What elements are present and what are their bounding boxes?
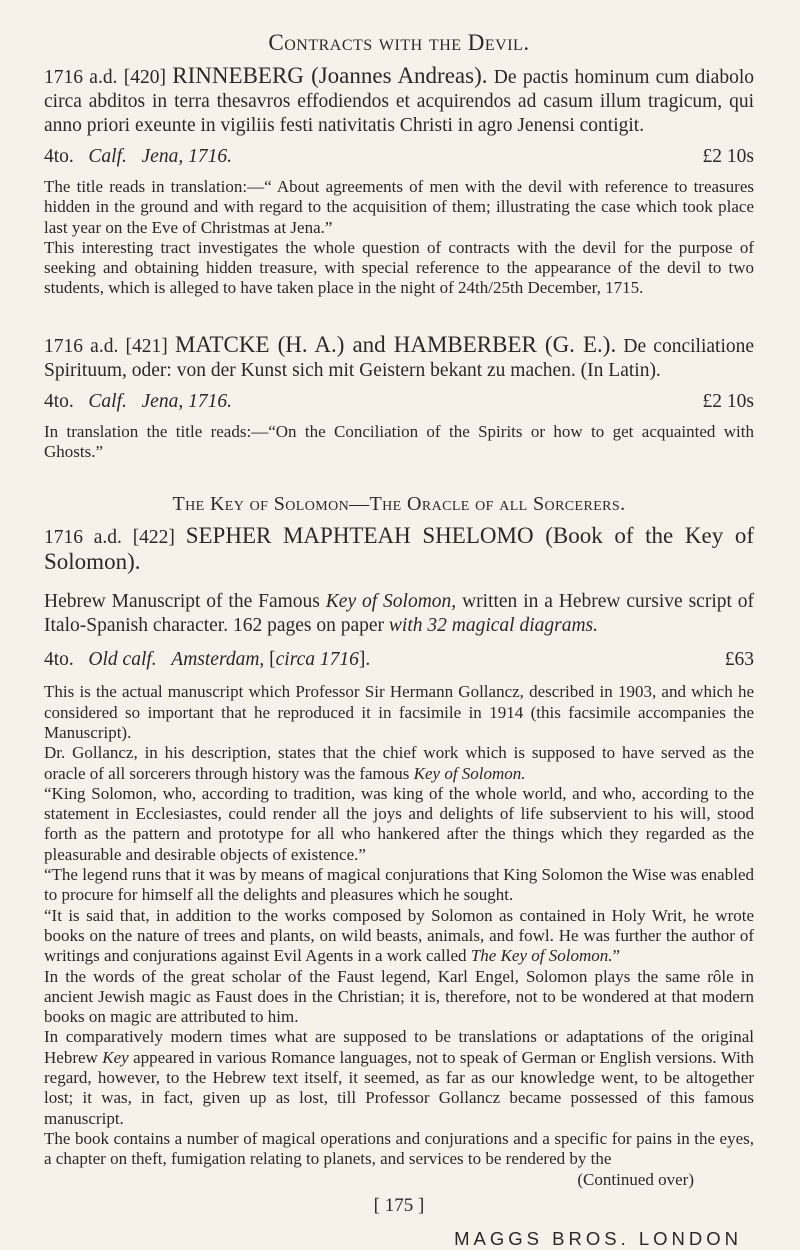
entry-paragraph: This is the actual manuscript which Professor Sir Hermann Gollancz, described in 1903, and which he considered so important that he reproduced it in facsimile in 1914 (this facsimile accompanies the Manuscript).: [44, 682, 754, 742]
entry-date: 1716 a.d.: [44, 527, 122, 549]
entry-author: MATCKE (H. A.) and HAMBERBER (G. E.).: [174, 331, 617, 357]
entry-format: 4to.: [44, 146, 74, 167]
circa-bracket-close: ].: [358, 649, 371, 671]
lot-number: [420]: [123, 67, 166, 88]
circa-bracket-open: [: [269, 649, 276, 671]
entry-paragraph: The book contains a number of magical operations and conjurations and a specific for pains in the eyes, a chapter on theft, fumigation relating to planets, and services to be rendered by the: [44, 1128, 754, 1169]
entry-place: Amsterdam,: [171, 649, 265, 671]
work-title: Key of Solomon.: [413, 763, 526, 783]
entry-paragraph: [44, 743, 754, 784]
work-title: Key of Solomon,: [325, 591, 457, 613]
page-number: [ 175 ]: [373, 1194, 425, 1216]
running-head: Contracts with the Devil.: [268, 30, 530, 55]
paragraph-text: In comparatively modern times what are supposed to be translations or adaptations of the original Hebrew: [44, 1027, 754, 1067]
entry-format: 4to.: [44, 390, 74, 412]
entry-date: 1716 a.d.: [44, 67, 118, 88]
entry-place-date: Jena, 1716.: [141, 146, 232, 167]
entry-title: De pactis hominum cum diabolo circa abditos in terra thesavros effodiendos et acquirendos ad casum illum tragicum, qui anno priori exeunte in vigiliis festi nativitatis Christi in agro Jenensi contigit.: [44, 67, 755, 136]
entry-422: [44, 524, 754, 1189]
work-title: The Key of Solomon.: [470, 946, 613, 966]
entry-paragraph: “The legend runs that it was by means of magical conjurations that King Solomon the Wise was enabled to procure for himself all the delights and pleasures which he sought.: [44, 865, 754, 905]
description-text: Hebrew Manuscript of the Famous: [44, 591, 320, 613]
entry-paragraph: In translation the title reads:—“On the Conciliation of the Spirits or how to get acquainted with Ghosts.”: [44, 421, 754, 462]
entry-meta: [44, 390, 754, 414]
entry-421: [44, 333, 754, 463]
entry-author: RINNEBERG (Joannes Andreas).: [172, 63, 488, 88]
entry-binding: Calf.: [88, 390, 127, 412]
paragraph-text: “It is said that, in addition to the works composed by Solomon as contained in Holy Writ, he wrote books on the nature of trees and plants, on wild beasts, animals, and fowl. He was further the author of writings and conjurations against Evil Agents in a work called: [44, 905, 754, 966]
entry-meta: [44, 145, 754, 169]
entry-place-date: Jena, 1716.: [141, 390, 232, 412]
entry-paragraph: In the words of the great scholar of the Faust legend, Karl Engel, Solomon plays the same rôle in ancient Jewish magic as Faust does in the Christian; it is, therefore, not to be wondered at that modern books on magic are attributed to him.: [44, 966, 754, 1027]
entry-price: £63: [724, 649, 754, 671]
lot-number: [421]: [125, 335, 168, 357]
entry-heading: [44, 333, 754, 383]
entry-heading: [44, 524, 754, 576]
entry-420: [44, 64, 754, 299]
description-text: written in a Hebrew cursive script of Italo-Spanish character. 162 pages on paper: [44, 591, 755, 637]
entry-title: SEPHER MAPHTEAH SHELOMO (Book of the Key of Solomon).: [44, 523, 754, 575]
closing-quote: ”: [612, 946, 621, 966]
entry-circa: circa 1716: [275, 649, 359, 671]
work-title: Key: [102, 1047, 129, 1067]
entry-heading: [44, 64, 754, 138]
entry-description: [44, 590, 754, 638]
continued-note: (Continued over): [577, 1169, 694, 1189]
entry-price: £2 10s: [702, 390, 754, 412]
entry-meta: [44, 648, 754, 672]
publisher-imprint: MAGGS BROS. LONDON: [454, 1227, 742, 1249]
entry-format: 4to.: [44, 649, 74, 671]
entry-date: 1716 a.d.: [44, 335, 119, 357]
entry-paragraph: [44, 906, 754, 967]
paragraph-text: appeared in various Romance languages, not to speak of German or English versions. With regard, however, to the Hebrew text itself, it seemed, as far as our knowledge went, to be altogether lost; it was, in fact, given up as lost, till Professor Gollancz became possessed of this famous manuscript.: [44, 1047, 755, 1128]
entry-paragraph: The title reads in translation:—“ About agreements of men with the devil with reference to treasures hidden in the ground and with regard to the acquisition of them; illustrating the case which took place last year on the Eve of Christmas at Jena.”: [44, 177, 754, 237]
entry-paragraph: [44, 1027, 754, 1128]
entry-paragraph: This interesting tract investigates the whole question of contracts with the devil for the purpose of seeking and obtaining hidden treasure, with special reference to the appearance of the devil to two students, which is alleged to have taken place in the night of 24th/25th December, 1715.: [44, 237, 754, 298]
entry-title: De conciliatione Spirituum, oder: von der Kunst sich mit Geistern bekant zu machen. (In Latin).: [44, 335, 755, 381]
entry-price: £2 10s: [702, 146, 754, 167]
paragraph-text: Dr. Gollancz, in his description, states that the chief work which is supposed to have served as the oracle of all sorcerers through history was the famous: [44, 743, 754, 783]
entry-binding: Calf.: [88, 146, 127, 167]
entry-binding: Old calf.: [88, 649, 157, 671]
entry-paragraph: “King Solomon, who, according to tradition, was king of the whole world, and who, according to the statement in Ecclesiastes, could render all the joys and delights of life subservient to his will, stood forth as the pattern and prototype for all who hankered after the things which they regarded as the pleasurable and desirable objects of existence.”: [44, 783, 754, 864]
description-italic: with 32 magical diagrams.: [388, 615, 599, 637]
section-heading: The Key of Solomon—The Oracle of all Sorcerers.: [172, 493, 626, 516]
lot-number: [422]: [132, 527, 175, 549]
